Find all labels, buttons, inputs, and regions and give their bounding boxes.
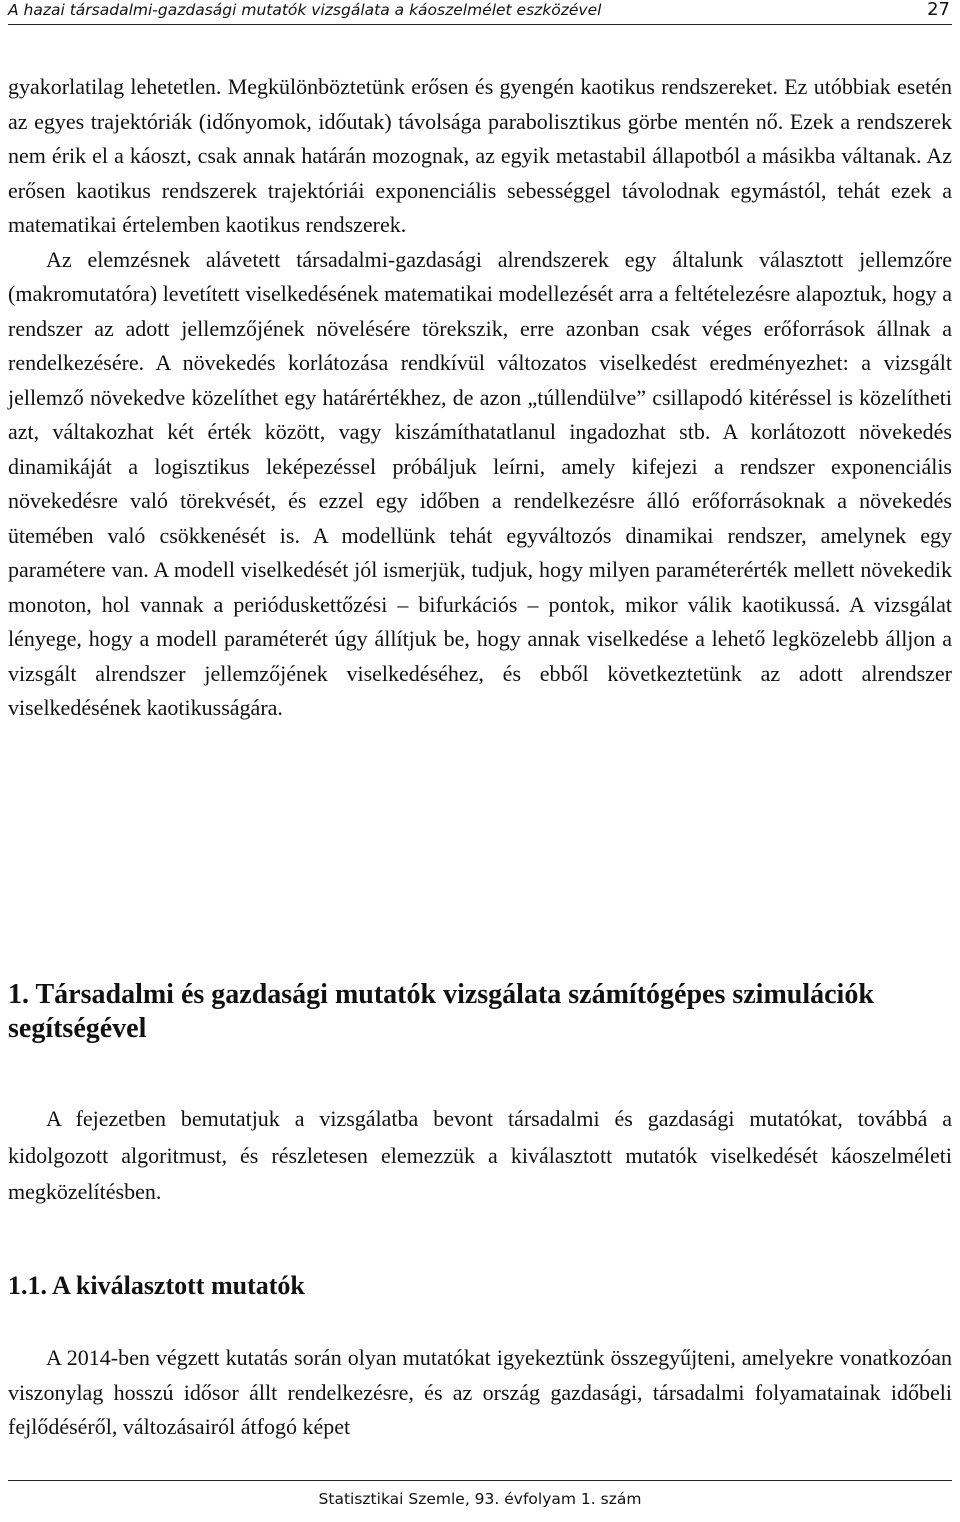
section-1-1-paragraph: A 2014-ben végzett kutatás során olyan mutatókat igyekeztünk összegyűjteni, amelyekre vonatkozóan viszonylag hosszú idősor állt rendelkezésre, és az ország gazdasági, társadalmi folyamatainak időbeli fejlődéséről, változásairól átfogó képet xyxy=(8,1345,952,1439)
running-header xyxy=(8,0,952,25)
journal-footer: Statisztikai Szemle, 93. évfolyam 1. szám xyxy=(318,1490,642,1508)
paragraph-2: Az elemzésnek alávetett társadalmi-gazdasági alrendszerek egy általunk választott jellemzőre (makromutatóra) levetített viselkedésének matematikai modellezését arra a feltételezésre alapoztuk, hogy a rendszer az adott jellemzőjének növelésére törekszik, erre azonban csak véges erőforrások állnak a rendelkezésére. A növekedés korlátozása rendkívül változatos viselkedést eredményezhet: a vizsgált jellemző növekedve közelíthet egy határértékhez, de azon „túllendülve” csillapodó kitéréssel is közelítheti azt, váltakozhat két érték között, vagy kiszámíthatatlanul ingadozhat stb. A korlátozott növekedés dinamikáját a logisztikus leképezéssel próbáljuk leírni, amely kifejezi a rendszer exponenciális növekedésre való törekvését, és ezzel egy időben a rendelkezésre álló erőforrásoknak a növekedés ütemében való csökkenését is. A modellünk tehát egyváltozós dinamikai rendszer, amelynek egy paramétere van. A modell viselkedését jól ismerjük, tudjuk, hogy milyen paraméterérték mellett növekedik monoton, hol vannak a perióduskettőzési – bifurkációs – pontok, mikor válik kaotikussá. A vizsgálat lényege, hogy a modell paraméterét úgy állítjuk be, hogy annak viselkedése a lehető legközelebb álljon a vizsgált alrendszer jellemzőjének viselkedéséhez, és ebből következtetünk az adott alrendszer viselkedésének kaotikusságára. xyxy=(8,246,952,720)
section-1-paragraph: A fejezetben bemutatjuk a vizsgálatba bevont társadalmi és gazdasági mutatókat, továbbá a kidolgozott algoritmust, és részletesen elemezzük a kiválasztott mutatók viselkedését káoszelméleti megközelítésben. xyxy=(8,1106,952,1204)
body-text xyxy=(8,70,952,726)
page-number: 27 xyxy=(927,0,950,20)
section-heading-1: 1. Társadalmi és gazdasági mutatók vizsgálata számítógépes szimulációk segítségével xyxy=(8,979,874,1044)
running-title: A hazai társadalmi-gazdasági mutatók vizsgálata a káoszelmélet eszközével xyxy=(8,1,602,19)
section-heading-1-1: 1.1. A kiválasztott mutatók xyxy=(8,1271,305,1300)
paragraph-1: gyakorlatilag lehetetlen. Megkülönböztetünk erősen és gyengén kaotikus rendszereket. Ez utóbbiak esetén az egyes trajektóriák (időnyomok, időutak) távolsága parabolisztikus görbe mentén nő. Ezek a rendszerek nem érik el a káoszt, csak annak határán mozognak, az egyik metastabil állapotból a másikba váltanak. Az erősen kaotikus rendszerek trajektóriái exponenciális sebességgel távolodnak egymástól, tehát ezek a matematikai értelemben kaotikus rendszerek. xyxy=(8,74,952,237)
page-footer xyxy=(8,1480,952,1522)
